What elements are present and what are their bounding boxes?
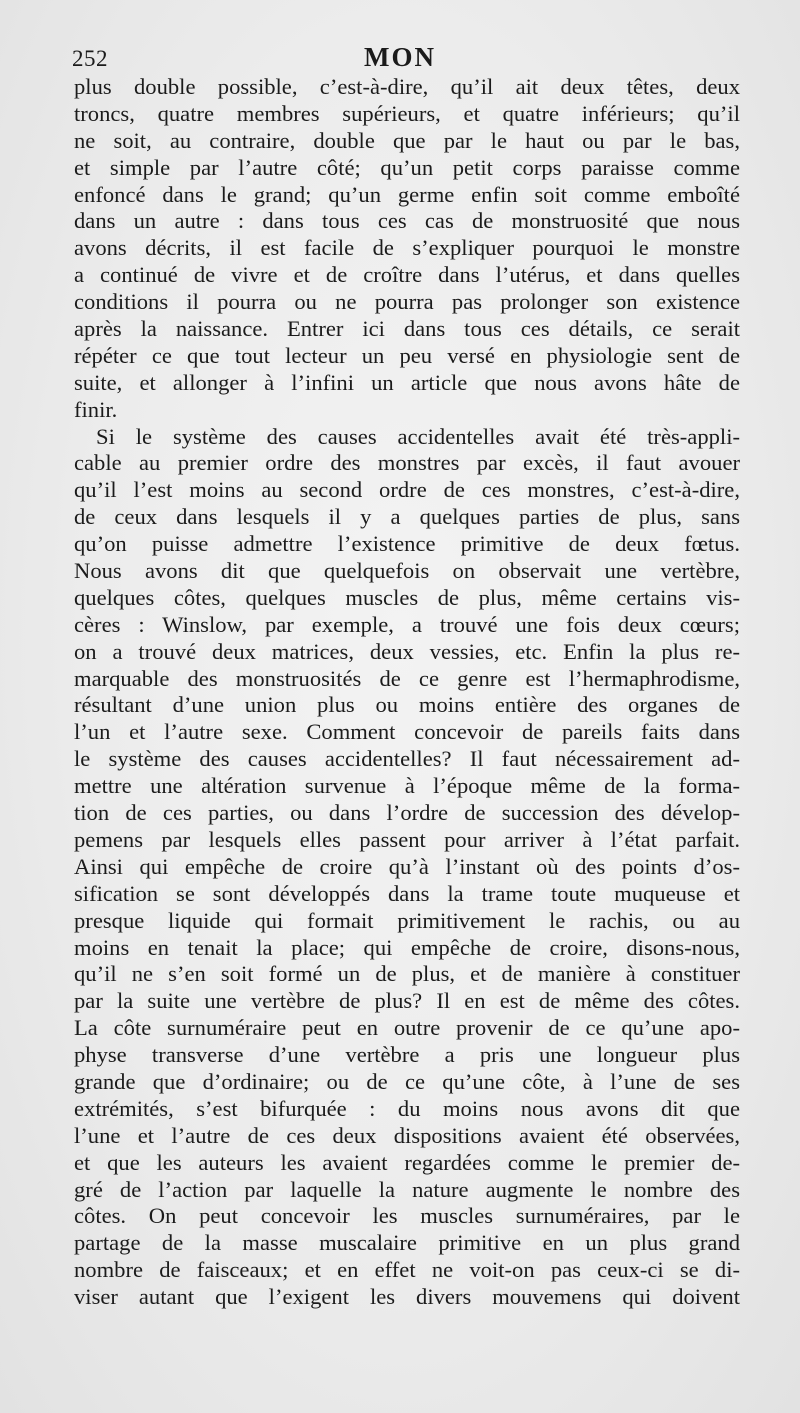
text-line: tion de ces parties, ou dans l’ordre de succession des dévelop-	[74, 800, 740, 826]
text-line: moins en tenait la place; qui empêche de croire, disons-nous,	[74, 934, 740, 960]
text-line: par la suite une vertèbre de plus? Il en est de même des côtes.	[74, 988, 740, 1014]
text-line: enfoncé dans le grand; qu’un germe enfin soit comme emboîté	[74, 181, 740, 207]
text-line: et que les auteurs les avaient regardées comme le premier de-	[74, 1149, 740, 1175]
text-line: extrémités, s’est bifurquée : du moins nous avons dit que	[74, 1095, 740, 1121]
text-line: partage de la masse muscalaire primitive en un plus grand	[74, 1230, 740, 1256]
text-line: plus double possible, c’est-à-dire, qu’il ait deux têtes, deux	[74, 74, 740, 99]
text-line: qu’on puisse admettre l’existence primitive de deux fœtus.	[74, 531, 740, 557]
text-line: gré de l’action par laquelle la nature augmente le nombre des	[74, 1176, 740, 1202]
text-line: troncs, quatre membres supérieurs, et quatre inférieurs; qu’il	[74, 100, 740, 126]
text-line: pemens par lesquels elles passent pour arriver à l’état parfait.	[74, 826, 740, 852]
text-line: dans un autre : dans tous ces cas de monstruosité que nous	[74, 208, 740, 234]
text-line: l’un et l’autre sexe. Comment concevoir de pareils faits dans	[74, 719, 740, 745]
text-line: cères : Winslow, par exemple, a trouvé une fois deux cœurs;	[74, 611, 740, 637]
text-line: nombre de faisceaux; et en effet ne voit-on pas ceux-ci se di-	[74, 1257, 740, 1283]
text-line: cable au premier ordre des monstres par excès, il faut avouer	[74, 450, 740, 476]
text-line: résultant d’une union plus ou moins entière des organes de	[74, 692, 740, 718]
text-line: côtes. On peut concevoir les muscles surnuméraires, par le	[74, 1203, 740, 1229]
text-line: suite, et allonger à l’infini un article que nous avons hâte de	[74, 369, 740, 395]
text-line: Ainsi qui empêche de croire qu’à l’instant où des points d’os-	[74, 853, 740, 879]
text-line: quelques côtes, quelques muscles de plus, même certains vis-	[74, 584, 740, 610]
text-line: ne soit, au contraire, double que par le haut ou par le bas,	[74, 127, 740, 153]
text-line: après la naissance. Entrer ici dans tous ces détails, ce serait	[74, 316, 740, 342]
text-line: a continué de vivre et de croître dans l’utérus, et dans quelles	[74, 262, 740, 288]
text-line: Si le système des causes accidentelles avait été très-appli-	[96, 423, 740, 449]
text-line: conditions il pourra ou ne pourra pas prolonger son existence	[74, 289, 740, 315]
text-line: mettre une altération survenue à l’époque même de la forma-	[74, 773, 740, 799]
body-text	[74, 74, 740, 1311]
text-line: Nous avons dit que quelquefois on observait une vertèbre,	[74, 558, 740, 584]
running-title: MON	[364, 42, 436, 72]
text-line: presque liquide qui formait primitivement le rachis, ou au	[74, 907, 740, 933]
text-line: finir.	[74, 396, 118, 422]
text-line: le système des causes accidentelles? Il faut nécessairement ad-	[74, 746, 740, 772]
text-line: qu’il ne s’en soit formé un de plus, et de manière à constituer	[74, 961, 740, 987]
text-line: l’une et l’autre de ces deux dispositions avaient été observées,	[74, 1122, 740, 1148]
text-line: qu’il l’est moins au second ordre de ces monstres, c’est-à-dire,	[74, 477, 740, 503]
text-line: sification se sont développés dans la trame toute muqueuse et	[74, 880, 740, 906]
text-line: physe transverse d’une vertèbre a pris une longueur plus	[74, 1042, 740, 1068]
page-number: 252	[72, 46, 108, 71]
text-line: La côte surnuméraire peut en outre provenir de ce qu’une apo-	[74, 1015, 740, 1041]
text-line: répéter ce que tout lecteur un peu versé en physiologie sent de	[74, 342, 740, 368]
text-line: on a trouvé deux matrices, deux vessies, etc. Enfin la plus re-	[74, 638, 740, 664]
text-line: avons décrits, il est facile de s’expliquer pourquoi le monstre	[74, 235, 740, 261]
text-line: grande que d’ordinaire; ou de ce qu’une côte, à l’une de ses	[74, 1068, 740, 1094]
text-line: et simple par l’autre côté; qu’un petit corps paraisse comme	[74, 154, 740, 180]
text-line: de ceux dans lesquels il y a quelques parties de plus, sans	[74, 504, 740, 530]
text-line: marquable des monstruosités de ce genre est l’hermaphrodisme,	[74, 665, 740, 691]
text-line: viser autant que l’exigent les divers mouvemens qui doivent	[74, 1284, 740, 1310]
